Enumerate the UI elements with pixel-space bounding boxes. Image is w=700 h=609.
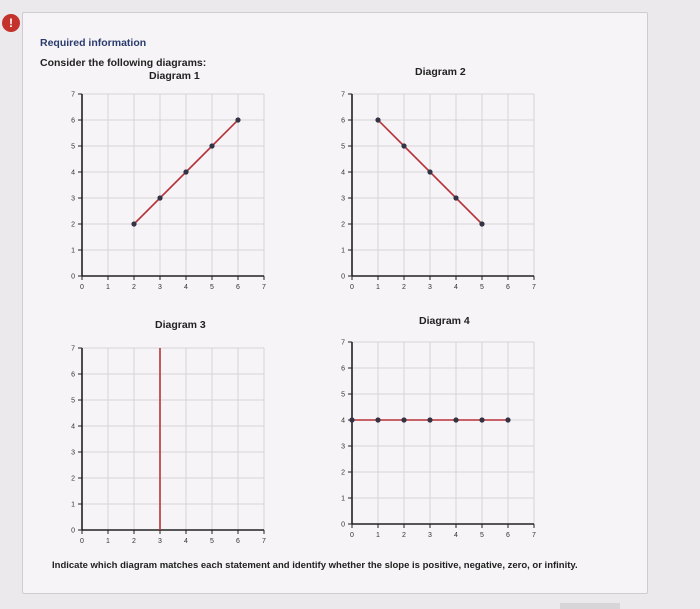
y-tick-label: 3 [71, 195, 75, 203]
y-tick-label: 2 [341, 221, 345, 229]
x-tick-label: 6 [236, 284, 240, 291]
diagram-4-title: Diagram 4 [419, 315, 470, 327]
diagram-3-title: Diagram 3 [155, 319, 206, 331]
instruction-text: Indicate which diagram matches each statement and identify whether the slope is positive, negative, zero, or infinity. [52, 560, 578, 571]
y-tick-label: 7 [341, 339, 345, 347]
data-point [401, 143, 406, 148]
diagram-2-title: Diagram 2 [415, 66, 466, 78]
y-tick-label: 0 [341, 521, 345, 529]
data-point [235, 117, 240, 122]
x-tick-label: 6 [506, 532, 510, 539]
data-point [453, 195, 458, 200]
x-tick-label: 2 [132, 538, 136, 545]
x-tick-label: 2 [402, 284, 406, 291]
diagram-3-chart [56, 336, 286, 546]
x-tick-label: 7 [262, 284, 266, 291]
y-tick-label: 3 [341, 195, 345, 203]
y-tick-label: 7 [71, 91, 75, 99]
y-tick-label: 4 [341, 417, 345, 425]
x-tick-label: 1 [106, 284, 110, 291]
data-point [157, 195, 162, 200]
x-tick-label: 6 [506, 284, 510, 291]
y-tick-label: 4 [71, 423, 75, 431]
data-point [427, 417, 432, 422]
data-point [209, 143, 214, 148]
x-tick-label: 5 [480, 532, 484, 539]
y-tick-label: 6 [71, 371, 75, 379]
y-tick-label: 6 [71, 117, 75, 125]
y-tick-label: 1 [71, 247, 75, 255]
x-tick-label: 7 [262, 538, 266, 545]
x-tick-label: 0 [350, 284, 354, 291]
x-tick-label: 3 [158, 538, 162, 545]
data-point [349, 417, 354, 422]
x-tick-label: 3 [428, 284, 432, 291]
y-tick-label: 7 [71, 345, 75, 353]
x-tick-label: 4 [184, 284, 188, 291]
y-tick-label: 5 [71, 397, 75, 405]
y-tick-label: 1 [341, 247, 345, 255]
x-tick-label: 1 [106, 538, 110, 545]
x-tick-label: 5 [480, 284, 484, 291]
y-tick-label: 4 [341, 169, 345, 177]
x-tick-label: 3 [158, 284, 162, 291]
alert-icon: ! [2, 14, 20, 32]
x-tick-label: 4 [454, 284, 458, 291]
diagram-4-chart [326, 330, 556, 540]
x-tick-label: 4 [454, 532, 458, 539]
x-tick-label: 0 [350, 532, 354, 539]
data-point [401, 417, 406, 422]
y-tick-label: 2 [71, 221, 75, 229]
y-tick-label: 1 [341, 495, 345, 503]
y-tick-label: 1 [71, 501, 75, 509]
x-tick-label: 1 [376, 284, 380, 291]
x-tick-label: 2 [402, 532, 406, 539]
y-tick-label: 6 [341, 365, 345, 373]
y-tick-label: 5 [341, 143, 345, 151]
x-tick-label: 5 [210, 284, 214, 291]
y-tick-label: 3 [341, 443, 345, 451]
x-tick-label: 0 [80, 284, 84, 291]
x-tick-label: 1 [376, 532, 380, 539]
y-tick-label: 2 [71, 475, 75, 483]
y-tick-label: 7 [341, 91, 345, 99]
x-tick-label: 7 [532, 284, 536, 291]
y-tick-label: 3 [71, 449, 75, 457]
question-prompt: Consider the following diagrams: [40, 57, 207, 69]
y-tick-label: 0 [341, 273, 345, 281]
data-point [375, 117, 380, 122]
x-tick-label: 0 [80, 538, 84, 545]
y-tick-label: 5 [341, 391, 345, 399]
data-point [479, 417, 484, 422]
x-tick-label: 6 [236, 538, 240, 545]
diagram-2-chart [326, 82, 556, 292]
y-tick-label: 2 [341, 469, 345, 477]
x-tick-label: 3 [428, 532, 432, 539]
diagram-1-chart [56, 82, 286, 292]
y-tick-label: 6 [341, 117, 345, 125]
data-point [427, 169, 432, 174]
data-point [505, 417, 510, 422]
x-tick-label: 2 [132, 284, 136, 291]
data-point [453, 417, 458, 422]
bottom-edge [560, 603, 620, 609]
data-point [131, 221, 136, 226]
x-tick-label: 5 [210, 538, 214, 545]
x-tick-label: 7 [532, 532, 536, 539]
required-information-label: Required information [40, 37, 147, 49]
data-point [183, 169, 188, 174]
y-tick-label: 0 [71, 527, 75, 535]
x-tick-label: 4 [184, 538, 188, 545]
diagram-1-title: Diagram 1 [149, 70, 200, 82]
data-point [479, 221, 484, 226]
data-point [375, 417, 380, 422]
y-tick-label: 4 [71, 169, 75, 177]
y-tick-label: 5 [71, 143, 75, 151]
y-tick-label: 0 [71, 273, 75, 281]
